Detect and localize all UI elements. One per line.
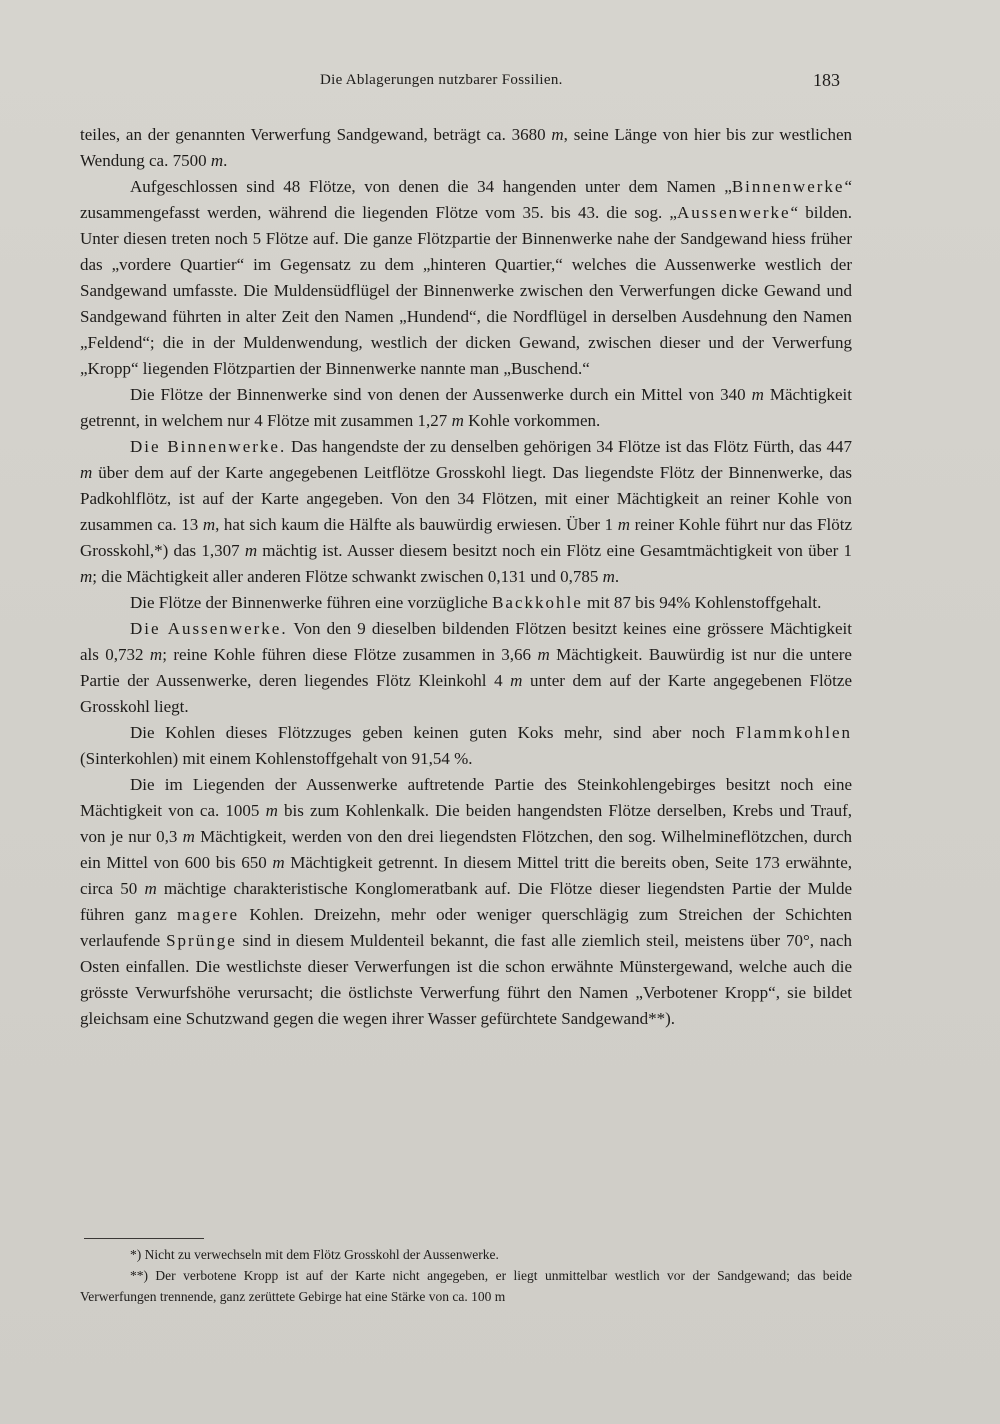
text-run: reiner Kohle führt nur das Flötz Grosskohl,*) das 1,307 <box>80 515 853 560</box>
text-run: mächtig ist. Ausser diesem besitzt noch ein Flötz eine Gesamtmächtigkeit von über 1 <box>257 541 852 560</box>
emphasized-term: magere <box>177 905 240 924</box>
unit-meter: m <box>451 411 464 430</box>
emphasized-term: Flammkohlen <box>735 723 852 742</box>
emphasized-term: Sprünge <box>166 931 237 950</box>
text-run: , seine Länge von hier bis zur westlichen Wendung ca. 7500 <box>80 125 852 170</box>
unit-meter: m <box>751 385 764 404</box>
text-run: Die Flötze der Binnenwerke sind von denen der Aussenwerke durch ein Mittel von 340 <box>130 385 752 404</box>
paragraph <box>80 590 852 616</box>
unit-meter: m <box>144 879 157 898</box>
text-run: sind in diesem Muldenteil bekannt, die fast alle ziemlich steil, meistens über 70°, nach Osten einfallen. Die westlichste dieser Verwerfungen ist die schon erwähnte Münstergewand, welche auch die grösste Verwurfshöhe verursacht; die östlichste Verwerfung führt den Namen „Verbotener Kropp“, sie bildet gleichsam eine Schutzwand gegen die wegen ihrer Wasser gefürchtete Sandgewand**). <box>80 931 852 1028</box>
text-run: (Sinterkohlen) mit einem Kohlenstoffgehalt von 91,54 %. <box>80 749 473 768</box>
unit-meter: m <box>617 515 630 534</box>
paragraph <box>80 382 852 434</box>
emphasized-term: Aussenwerke <box>676 203 791 222</box>
text-run: Mächtigkeit getrennt, in welchem nur 4 Flötze mit zusammen 1,27 <box>80 385 852 430</box>
text-run: Kohlen. Dreizehn, mehr oder weniger querschlägig zum Streichen der Schichten verlaufende <box>80 905 852 950</box>
text-run: Die im Liegenden der Aussenwerke auftretende Partie des Steinkohlengebirges besitzt noch eine Mächtigkeit von ca. 1005 <box>80 775 852 820</box>
paragraph <box>80 772 852 1032</box>
text-run: mit 87 bis 94% Kohlenstoffgehalt. <box>582 593 822 612</box>
text-run: unter dem auf der Karte angegebenen Flötze Grosskohl liegt. <box>80 671 852 716</box>
unit-meter: m <box>272 853 285 872</box>
unit-meter: m <box>202 515 216 534</box>
unit-meter: m <box>80 567 93 586</box>
text-run: ; die Mächtigkeit aller anderen Flötze schwankt zwischen 0,131 und 0,785 <box>92 567 603 586</box>
running-title: Die Ablagerungen nutzbarer Fossilien. <box>320 72 563 88</box>
paragraph <box>80 122 852 174</box>
text-run: Von den 9 dieselben bildenden Flötzen besitzt keines eine grössere Mächtigkeit als 0,732 <box>80 619 852 664</box>
paragraph <box>80 616 852 720</box>
text-run: Kohle vorkommen. <box>463 411 601 430</box>
text-run: Mächtigkeit. Bauwürdig ist nur die untere Partie der Aussenwerke, deren liegendes Flötz Kleinkohl 4 <box>80 645 852 690</box>
paragraph <box>80 720 852 772</box>
text-run: “ zusammengefasst werden, während die liegenden Flötze vom 35. bis 43. die sog. „ <box>80 177 852 222</box>
unit-meter: m <box>210 151 224 170</box>
text-run: Mächtigkeit, werden von den drei liegendsten Flötzchen, den sog. Wilhelmineflötzchen, durch ein Mittel von 600 bis 650 <box>80 827 853 872</box>
text-run: “ bilden. Unter diesen treten noch 5 Flötze auf. Die ganze Flötzpartie der Binnenwerke nahe der Sandgewand hiess früher das „vordere Quartier“ im Gegensatz zu dem „hinteren Quartier,“ welches die Aussenwerke westlich der Sandgewand umfasste. Die Muldensüdflügel der Binnenwerke zwischen den Verwerfungen dicke Gewand und Sandgewand führten in alter Zeit den Namen „Hundend“, die Nordflügel in derselben Ausdehnung den Namen „Feldend“; die in der Muldenwendung, westlich der dicken Gewand, zwischen dieser und der Verwerfung „Kropp“ liegenden Flötzpartien der Binnenwerke nannte man „Buschend.“ <box>80 203 852 378</box>
unit-meter: m <box>510 671 523 690</box>
text-run: Das hangendste der zu denselben gehörigen 34 Flötze ist das Flötz Fürth, das 447 <box>286 437 852 456</box>
emphasized-term: Die Binnenwerke. <box>130 437 287 456</box>
unit-meter: m <box>182 827 195 846</box>
text-run: ; reine Kohle führen diese Flötze zusammen in 3,66 <box>162 645 538 664</box>
paragraph <box>80 174 852 382</box>
text-run: Mächtigkeit getrennt. In diesem Mittel tritt die bereits oben, Seite 173 erwähnte, circa 50 <box>80 853 852 898</box>
footnote: *) Nicht zu verwechseln mit dem Flötz Grosskohl der Aussenwerke. <box>130 1247 499 1262</box>
footnotes <box>80 1244 852 1307</box>
footnote-rule <box>84 1238 204 1239</box>
text-run: Aufgeschlossen sind 48 Flötze, von denen die 34 hangenden unter dem Namen „ <box>130 177 732 196</box>
emphasized-term: Binnenwerke <box>731 177 845 196</box>
unit-meter: m <box>80 463 93 482</box>
running-head <box>0 72 1000 96</box>
paragraph <box>80 434 852 590</box>
page-number: 183 <box>813 70 840 90</box>
unit-meter: m <box>551 125 564 144</box>
text-run: . <box>223 151 228 170</box>
text-run: . <box>614 567 620 586</box>
unit-meter: m <box>244 541 258 560</box>
unit-meter: m <box>537 645 550 664</box>
emphasized-term: Die Aussenwerke. <box>130 619 288 638</box>
text-run: , hat sich kaum die Hälfte als bauwürdig erwiesen. Über 1 <box>215 515 618 534</box>
text-run: teiles, an der genannten Verwerfung Sandgewand, beträgt ca. 3680 <box>80 125 552 144</box>
text-run: mächtige charakteristische Konglomeratbank auf. Die Flötze dieser liegendsten Partie der Mulde führen ganz <box>80 879 852 924</box>
unit-meter: m <box>149 645 163 664</box>
text-run: bis zum Kohlenkalk. Die beiden hangendsten Flötze derselben, Krebs und Trauf, von je nur 0,3 <box>80 801 852 846</box>
text-run: über dem auf der Karte angegebenen Leitflötze Grosskohl liegt. Das liegendste Flötz der Binnenwerke, das Padkohlflötz, ist auf der Karte angegeben. Von den 34 Flötzen, mit einer Mächtigkeit an reiner Kohle von zusammen ca. 13 <box>80 463 852 534</box>
body-text <box>80 122 852 1032</box>
footnote: **) Der verbotene Kropp ist auf der Karte nicht angegeben, er liegt unmittelbar westlich vor der Sandgewand; das beide Verwerfungen trennende, ganz zerüttete Gebirge hat eine Stärke von ca. 100 m <box>80 1268 852 1304</box>
unit-meter: m <box>265 801 278 820</box>
text-run: Die Flötze der Binnenwerke führen eine vorzügliche <box>130 593 493 612</box>
emphasized-term: Backkohle <box>492 593 583 612</box>
unit-meter: m <box>602 567 615 586</box>
text-run: Die Kohlen dieses Flötzzuges geben keinen guten Koks mehr, sind aber noch <box>130 723 736 742</box>
